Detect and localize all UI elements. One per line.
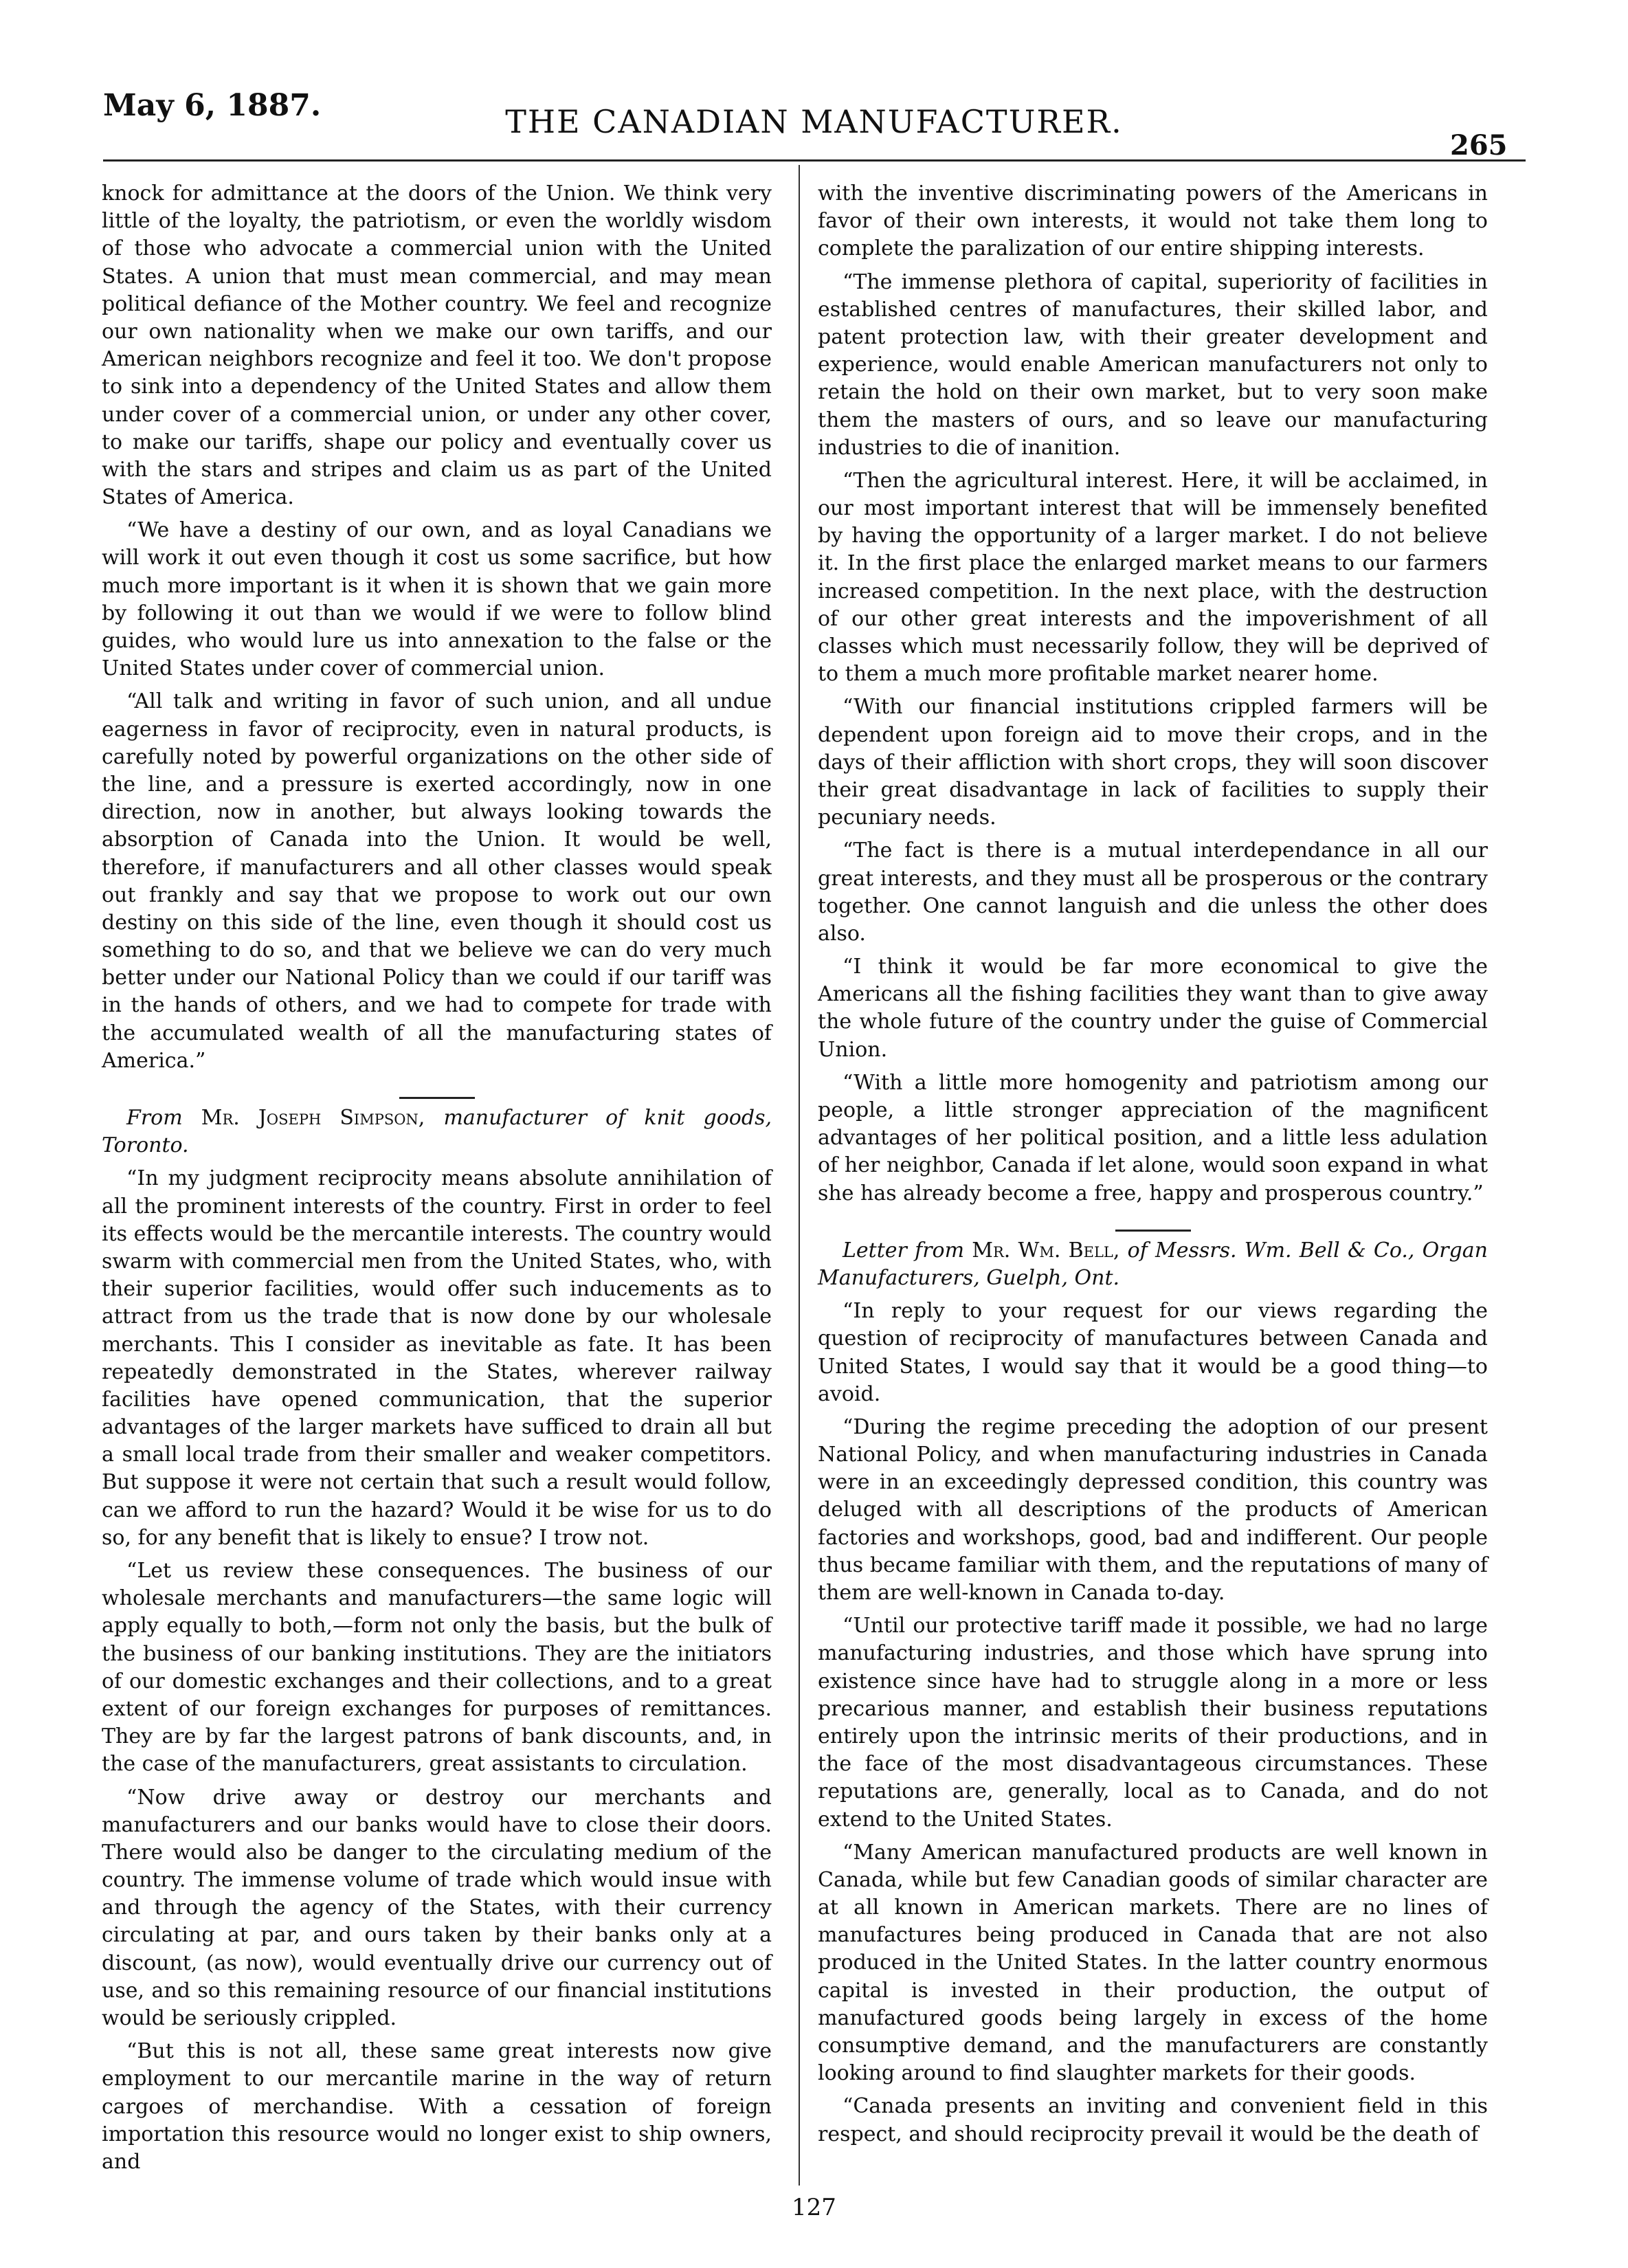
column-divider [799,165,800,2186]
right-paragraph: “Many American manufactured products are well known in Canada, while but few Canadian goods of similar character are at all known in American markets. There are no lines of manufactures being produced in Canada that are not also produced in the United States. In the latter country enormous capital is invested in their production, the output of manufactured goods being largely in excess of the home consumptive demand, and the manufacturers are constantly looking around to find slaughter markets for their goods. [818,1840,1488,2086]
right-paragraph: “The immense plethora of capital, superiority of facilities in established centres of manufactures, their skilled labor, and patent protection law, with their greater development and experience, would enable American manufacturers not only to retain the hold on their own market, but to very soon make them the masters of ours, and so leave our manufacturing industries to die of inanition. [818,269,1488,460]
page-number: 265 [1450,129,1508,162]
right-paragraph: “Until our protective tariff made it possible, we had no large manufacturing industries, and those which have sprung into existence since have had to struggle along in a more or less precarious manner, and establish their business reputations entirely upon the intrinsic merits of their productions, and in the face of the most disadvantageous circumstances. These reputations are, generally, local as to Canada, and do not extend to the United States. [818,1614,1488,1832]
section-separator [1115,1230,1191,1232]
correspondent-description: manufacturer of knit goods, Toronto. [102,1106,772,1158]
heading-prefix: Letter from [843,1238,965,1263]
letter-heading-bell [818,1237,1488,1292]
right-paragraph: “With our financial institutions crippled farmers will be dependent upon foreign aid to move their crops, and in the days of their affliction with short crops, they will soon discover their great disadvantage in lack of facilities to supply their pecuniary needs. [818,695,1488,830]
heading-prefix: From [126,1106,183,1130]
correspondent-name: Mr. Joseph Simpson, [201,1106,425,1130]
masthead-title: THE CANADIAN MANUFACTURER. [505,103,1123,140]
right-paragraph: “The fact is there is a mutual interdependance in all our great interests, and they must all be prosperous or the contrary together. One cannot languish and die unless the other does also. [818,838,1488,946]
letter-heading-simpson [102,1104,772,1159]
left-paragraph: “Let us review these consequences. The business of our wholesale merchants and manufacturers—the same logic will apply equally to both,—form not only the basis, but the bulk of the business of our banking institutions. They are the initiators of our domestic exchanges and their collections, and to a great extent of our foreign exchanges for purposes of remittances. They are by far the largest patrons of bank discounts, and, in the case of the manufacturers, great assistants to circulation. [102,1559,772,1777]
left-paragraph: “All talk and writing in favor of such union, and all undue eagerness in favor of reciprocity, even in natural products, is carefully noted by powerful organizations on the other side of the line, and a pressure is exerted accordingly, now in one direction, now in another, but always looking towards the absorption of Canada into the Union. It would be well, therefore, if manufacturers and all other classes would speak out frankly and say that we propose to work out our own destiny on this side of the line, even though it should cost us something to do so, and that we believe we can do very much better under our National Policy than we could if our tariff was in the hands of others, and we had to compete for trade with the accumulated wealth of all the manufacturing states of America.” [102,689,772,1073]
right-paragraph: “During the regime preceding the adoption of our present National Policy, and when manufacturing industries in Canada were in an exceedingly depressed condition, this country was deluged with all descriptions of the products of American factories and workshops, good, bad and indifferent. Our people thus became familiar with them, and the reputations of many of them are well-known in Canada to-day. [818,1414,1488,1605]
right-paragraph: “Then the agricultural interest. Here, it will be acclaimed, in our most important interest that will be immensely benefited by having the opportunity of a larger market. I do not believe it. In the first place the enlarged market means to our farmers increased competition. In the next place, with the destruction of our other great interests and the impoverishment of all classes which must necessarily follow, they will be deprived of to them a much more profitable market nearer home. [818,468,1488,687]
right-paragraph: “I think it would be far more economical to give the Americans all the fishing facilities they want than to give away the whole future of the country under the guise of Commercial Union. [818,955,1488,1062]
right-paragraph: “With a little more homogenity and patriotism among our people, a little stronger appreciation of the magnificent advantages of her political position, and a little less adulation of her neighbor, Canada if let alone, would soon expand in what she has already become a free, happy and prosperous country.” [818,1070,1488,1205]
left-paragraph: “Now drive away or destroy our merchants and manufacturers and our banks would have to close their doors. There would also be danger to the circulating medium of the country. The immense volume of trade which would insue with and through the agency of the States, with their currency circulating at par, and ours taken by their banks only at a discount, (as now), would eventually drive our currency out of use, and so this remaining resource of our financial institutions would be seriously crippled. [102,1785,772,2030]
correspondent-description: of Messrs. Wm. Bell & Co., Organ Manufacturers, Guelph, Ont. [818,1238,1488,1290]
correspondent-name: Mr. Wm. Bell, [972,1238,1120,1263]
right-paragraph: “In reply to your request for our views regarding the question of reciprocity of manufactures between Canada and United States, I would say that it would be a good thing—to avoid. [818,1299,1488,1406]
folio-number: 127 [792,2194,836,2221]
left-paragraph: knock for admittance at the doors of the Union. We think very little of the loyalty, the patriotism, or even the worldly wisdom of those who advocate a commercial union with the United States. A union that must mean commercial, and may mean political defiance of the Mother country. We feel and recognize our own nationality when we make our own tariffs, and our American neighbors recognize and feel it too. We don't propose to sink into a dependency of the United States and allow them under cover of a commercial union, or under any other cover, to make our tariffs, shape our policy and eventually cover us with the stars and stripes and claim us as part of the United States of America. [102,181,772,510]
left-paragraph: “In my judgment reciprocity means absolute annihilation of all the prominent interests of the country. First in order to feel its effects would be the mercantile interests. The country would swarm with commercial men from the United States, who, with their superior facilities, would offer such inducements as to attract from us the trade that is now done by our wholesale merchants. This I consider as inevitable as fate. It has been repeatedly demonstrated in the States, wherever railway facilities have opened communication, that the superior advantages of the larger markets have sufficed to drain all but a small local trade from their smaller and weaker competitors. But suppose it were not certain that such a result would follow, can we afford to run the hazard? Would it be wise for us to do so, for any benefit that is likely to ensue? I trow not. [102,1166,772,1550]
right-column [818,180,1488,2154]
header-rule [103,159,1526,162]
left-column [102,180,772,2181]
issue-date: May 6, 1887. [103,88,322,123]
right-paragraph: “Canada presents an inviting and convenient field in this respect, and should reciprocity prevail it would be the death of [818,2094,1488,2146]
left-paragraph: “We have a destiny of our own, and as loyal Canadians we will work it out even though it cost us some sacrifice, but how much more important is it when it is shown that we gain more by following it out than we would if we were to follow blind guides, who would lure us into annexation to the false or the United States under cover of commercial union. [102,518,772,681]
left-paragraph: “But this is not all, these same great interests now give employment to our mercantile marine in the way of return cargoes of merchandise. With a cessation of foreign importation this resource would no longer exist to ship owners, and [102,2039,772,2174]
right-paragraph: with the inventive discriminating powers of the Americans in favor of their own interests, it would not take them long to complete the paralization of our entire shipping interests. [818,181,1488,261]
section-separator [399,1097,475,1099]
